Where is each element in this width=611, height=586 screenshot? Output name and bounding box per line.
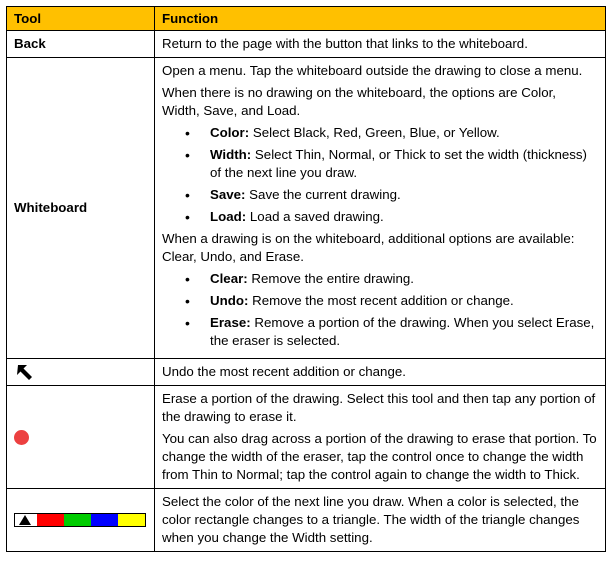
- option-desc: Select Thin, Normal, or Thick to set the width (thickness) of the next line you draw.: [210, 147, 587, 180]
- black-swatch-triangle: [15, 514, 37, 526]
- list-item: [162, 146, 597, 182]
- function-text: When a drawing is on the whiteboard, additional options are available: Clear, Undo, and Erase.: [162, 231, 575, 264]
- table-row: [7, 31, 606, 58]
- tools-table: [6, 6, 606, 552]
- function-text: You can also drag across a portion of the drawing to erase that portion. To change the width of the eraser, tap the control once to change the width from Thin to Normal; tap the control again to change the width to Thick.: [162, 431, 597, 482]
- function-text: Open a menu. Tap the whiteboard outside the drawing to close a menu.: [162, 63, 583, 78]
- list-item: [162, 292, 597, 310]
- bullet: •: [185, 271, 190, 287]
- table-header-row: [7, 7, 606, 31]
- table-row: [7, 386, 606, 489]
- bullet: •: [185, 187, 190, 203]
- option-term: Color:: [210, 125, 250, 140]
- option-term: Erase:: [210, 315, 251, 330]
- option-term: Clear:: [210, 271, 248, 286]
- eraser-dot-icon: [14, 430, 29, 445]
- option-desc: Remove the most recent addition or change.: [248, 293, 514, 308]
- tool-eraser: [7, 386, 155, 489]
- table-row: [7, 489, 606, 552]
- triangle-icon: [19, 515, 31, 525]
- option-desc: Remove a portion of the drawing. When you select Erase, the eraser is selected.: [210, 315, 595, 348]
- function-text: When there is no drawing on the whiteboard, the options are Color, Width, Save, and Load.: [162, 85, 556, 118]
- table-row: [7, 58, 606, 359]
- option-desc: Select Black, Red, Green, Blue, or Yellow.: [249, 125, 500, 140]
- option-term: Load:: [210, 209, 247, 224]
- option-term: Undo:: [210, 293, 249, 308]
- list-item: [162, 186, 597, 204]
- blue-swatch: [91, 514, 118, 526]
- table-row: [7, 359, 606, 386]
- option-term: Save:: [210, 187, 246, 202]
- bullet: •: [185, 209, 190, 225]
- list-item: [162, 124, 597, 142]
- menu-options-list: [162, 124, 597, 226]
- list-item: [162, 270, 597, 288]
- option-desc: Save the current drawing.: [245, 187, 401, 202]
- undo-arrow-icon: [14, 362, 36, 382]
- function-color: [155, 489, 606, 552]
- function-text: Return to the page with the button that links to the whiteboard.: [162, 36, 528, 51]
- bullet: •: [185, 125, 190, 141]
- function-text: Select the color of the next line you draw. When a color is selected, the color rectangle changes to a triangle. The width of the triangle changes when you change the Width setting.: [162, 494, 580, 545]
- option-term: Width:: [210, 147, 252, 162]
- function-text: Undo the most recent addition or change.: [162, 364, 406, 379]
- option-desc: Load a saved drawing.: [246, 209, 384, 224]
- header-tool: Tool: [7, 7, 155, 31]
- function-back: [155, 31, 606, 58]
- list-item: [162, 314, 597, 350]
- function-whiteboard: [155, 58, 606, 359]
- bullet: •: [185, 293, 190, 309]
- function-text: Erase a portion of the drawing. Select this tool and then tap any portion of the drawing to erase it.: [162, 391, 596, 424]
- function-undo: [155, 359, 606, 386]
- function-eraser: [155, 386, 606, 489]
- tool-back: Back: [7, 31, 155, 58]
- drawing-options-list: [162, 270, 597, 350]
- bullet: •: [185, 315, 190, 331]
- red-swatch: [37, 514, 64, 526]
- tool-color: [7, 489, 155, 552]
- list-item: [162, 208, 597, 226]
- option-desc: Remove the entire drawing.: [247, 271, 414, 286]
- tool-undo: [7, 359, 155, 386]
- tool-whiteboard: Whiteboard: [7, 58, 155, 359]
- bullet: •: [185, 147, 190, 163]
- color-palette-icon: [14, 513, 146, 527]
- yellow-swatch: [118, 514, 145, 526]
- header-function: Function: [155, 7, 606, 31]
- green-swatch: [64, 514, 91, 526]
